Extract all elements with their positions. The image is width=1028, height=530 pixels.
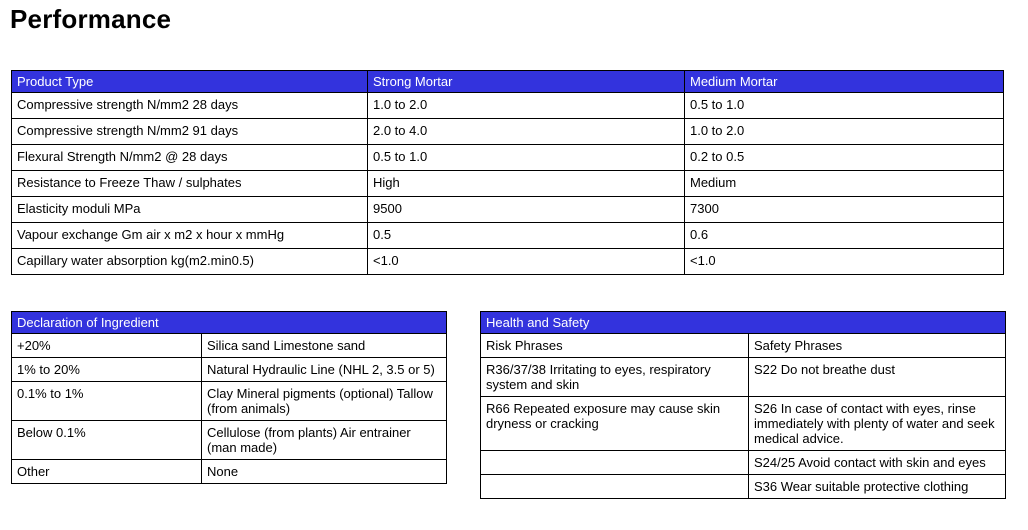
table-row: [12, 249, 1004, 275]
strong-value-cell: 0.5 to 1.0: [368, 145, 685, 171]
table-row: [12, 382, 447, 421]
table-row: [12, 197, 1004, 223]
table-row: [12, 171, 1004, 197]
percentage-cell: Other: [12, 460, 202, 484]
safety-phrases-column-header: Safety Phrases: [749, 334, 1006, 358]
strong-value-cell: 0.5: [368, 223, 685, 249]
medium-value-cell: 0.6: [685, 223, 1004, 249]
strong-value-cell: <1.0: [368, 249, 685, 275]
property-cell: Resistance to Freeze Thaw / sulphates: [12, 171, 368, 197]
performance-header-row: [12, 71, 1004, 93]
strong-value-cell: High: [368, 171, 685, 197]
ingredient-cell: Cellulose (from plants) Air entrainer (man made): [202, 421, 447, 460]
strong-value-cell: 9500: [368, 197, 685, 223]
percentage-cell: +20%: [12, 334, 202, 358]
ingredient-cell: Silica sand Limestone sand: [202, 334, 447, 358]
ingredient-cell: Natural Hydraulic Line (NHL 2, 3.5 or 5): [202, 358, 447, 382]
table-row: [481, 475, 1006, 499]
medium-value-cell: 0.5 to 1.0: [685, 93, 1004, 119]
declaration-header: Declaration of Ingredient: [12, 312, 447, 334]
medium-value-cell: Medium: [685, 171, 1004, 197]
health-safety-table: [480, 311, 1006, 499]
strong-value-cell: 1.0 to 2.0: [368, 93, 685, 119]
property-cell: Compressive strength N/mm2 91 days: [12, 119, 368, 145]
table-row: [481, 451, 1006, 475]
table-row: [12, 145, 1004, 171]
health-safety-header: Health and Safety: [481, 312, 1006, 334]
safety-phrase-cell: S36 Wear suitable protective clothing: [749, 475, 1006, 499]
property-cell: Flexural Strength N/mm2 @ 28 days: [12, 145, 368, 171]
property-cell: Compressive strength N/mm2 28 days: [12, 93, 368, 119]
risk-phrases-column-header: Risk Phrases: [481, 334, 749, 358]
performance-table: [11, 70, 1004, 275]
ingredient-cell: None: [202, 460, 447, 484]
table-row: [12, 460, 447, 484]
risk-phrase-cell: R66 Repeated exposure may cause skin dryness or cracking: [481, 397, 749, 451]
strong-value-cell: 2.0 to 4.0: [368, 119, 685, 145]
safety-phrase-cell: S26 In case of contact with eyes, rinse immediately with plenty of water and seek medical advice.: [749, 397, 1006, 451]
medium-value-cell: 1.0 to 2.0: [685, 119, 1004, 145]
table-row: [12, 119, 1004, 145]
risk-phrase-cell: R36/37/38 Irritating to eyes, respiratory system and skin: [481, 358, 749, 397]
risk-phrase-cell: [481, 475, 749, 499]
declaration-table: [11, 311, 447, 484]
declaration-header-row: [12, 312, 447, 334]
property-cell: Capillary water absorption kg(m2.min0.5): [12, 249, 368, 275]
table-row: [481, 397, 1006, 451]
table-row: [12, 358, 447, 382]
page-title: Performance: [10, 4, 172, 34]
safety-phrase-cell: S22 Do not breathe dust: [749, 358, 1006, 397]
medium-value-cell: 0.2 to 0.5: [685, 145, 1004, 171]
property-cell: Vapour exchange Gm air x m2 x hour x mmHg: [12, 223, 368, 249]
health-safety-header-row: [481, 312, 1006, 334]
risk-phrase-cell: [481, 451, 749, 475]
header-product-type: Product Type: [12, 71, 368, 93]
table-row: [481, 358, 1006, 397]
property-cell: Elasticity moduli MPa: [12, 197, 368, 223]
header-medium-mortar: Medium Mortar: [685, 71, 1004, 93]
percentage-cell: 1% to 20%: [12, 358, 202, 382]
table-row: [12, 334, 447, 358]
percentage-cell: Below 0.1%: [12, 421, 202, 460]
header-strong-mortar: Strong Mortar: [368, 71, 685, 93]
table-row: [12, 223, 1004, 249]
ingredient-cell: Clay Mineral pigments (optional) Tallow (from animals): [202, 382, 447, 421]
table-row: [12, 421, 447, 460]
percentage-cell: 0.1% to 1%: [12, 382, 202, 421]
table-row: [481, 334, 1006, 358]
safety-phrase-cell: S24/25 Avoid contact with skin and eyes: [749, 451, 1006, 475]
table-row: [12, 93, 1004, 119]
medium-value-cell: <1.0: [685, 249, 1004, 275]
medium-value-cell: 7300: [685, 197, 1004, 223]
